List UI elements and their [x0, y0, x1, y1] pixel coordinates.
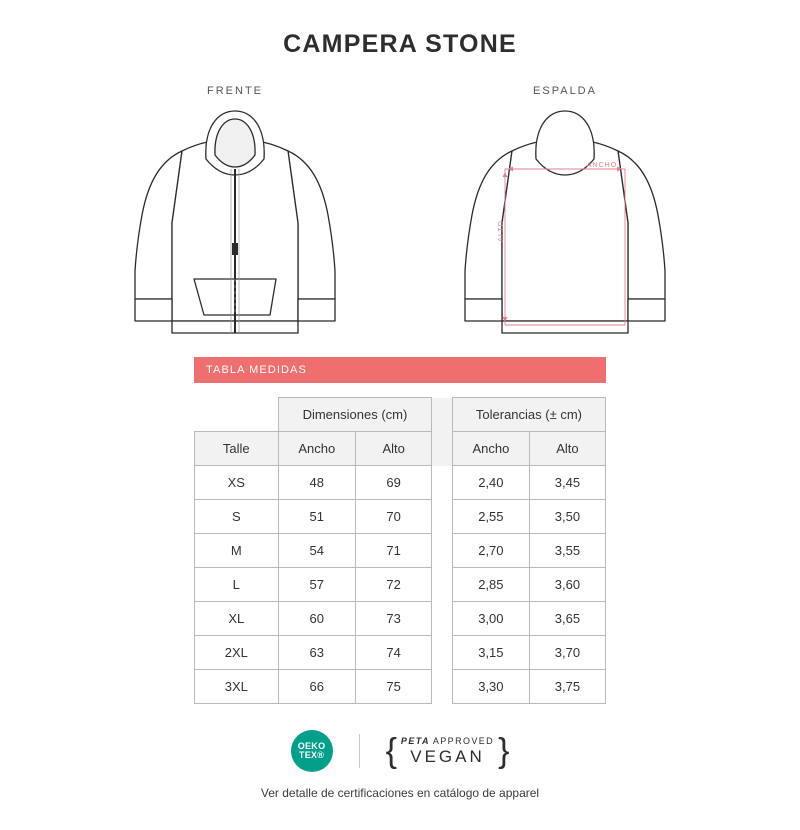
column-spacer — [432, 670, 453, 704]
column-spacer — [432, 432, 453, 466]
cell-tolerancia-alto: 3,70 — [529, 636, 605, 670]
cell-ancho: 57 — [278, 568, 355, 602]
footer-note: Ver detalle de certificaciones en catálogo de apparel — [260, 786, 540, 800]
certifications-footer — [0, 730, 800, 800]
table-row — [195, 534, 606, 568]
column-spacer — [432, 568, 453, 602]
cell-ancho: 63 — [278, 636, 355, 670]
oeko-tex-line2: TEX® — [298, 750, 325, 760]
cell-tolerancia-alto: 3,75 — [529, 670, 605, 704]
peta-approved-line — [401, 736, 494, 746]
oeko-tex-line1: OEKO — [297, 740, 326, 751]
peta-vegan-badge — [386, 734, 510, 768]
cell-tolerancia-alto: 3,60 — [529, 568, 605, 602]
cell-tolerancia-alto: 3,65 — [529, 602, 605, 636]
column-header-ancho: Ancho — [278, 432, 355, 466]
empty-corner-cell — [195, 398, 279, 432]
cell-tolerancia-ancho: 3,15 — [452, 636, 529, 670]
badge-divider — [359, 734, 360, 768]
table-row — [195, 500, 606, 534]
vegan-text-block — [397, 736, 498, 767]
measurements-table — [194, 397, 606, 704]
table-row — [195, 568, 606, 602]
front-view-label: FRENTE — [207, 85, 263, 97]
cell-talle: XS — [195, 466, 279, 500]
cell-tolerancia-ancho: 2,70 — [452, 534, 529, 568]
cell-talle: 2XL — [195, 636, 279, 670]
cell-alto: 71 — [355, 534, 431, 568]
column-header-tolerancia-ancho: Ancho — [452, 432, 529, 466]
tabla-medidas-banner: TABLA MEDIDAS — [194, 357, 606, 383]
cell-tolerancia-ancho: 3,30 — [452, 670, 529, 704]
table-header-row — [195, 432, 606, 466]
cell-alto: 75 — [355, 670, 431, 704]
cell-alto: 69 — [355, 466, 431, 500]
cell-ancho: 48 — [278, 466, 355, 500]
brace-right: } — [498, 732, 510, 770]
column-spacer — [432, 534, 453, 568]
cell-alto: 73 — [355, 602, 431, 636]
cell-tolerancia-alto: 3,45 — [529, 466, 605, 500]
cell-talle: L — [195, 568, 279, 602]
alto-annotation-back: ALTO — [498, 220, 505, 242]
cell-ancho: 51 — [278, 500, 355, 534]
cell-talle: XL — [195, 602, 279, 636]
cell-tolerancia-alto: 3,55 — [529, 534, 605, 568]
ancho-annotation-back: ANCHO — [586, 162, 618, 169]
column-spacer — [432, 636, 453, 670]
table-row — [195, 466, 606, 500]
back-view-illustration — [445, 103, 685, 343]
cell-ancho: 60 — [278, 602, 355, 636]
cell-ancho: 66 — [278, 670, 355, 704]
group-header-tolerancias: Tolerancias (± cm) — [452, 398, 605, 432]
measurements-table-body — [195, 466, 606, 704]
table-row — [195, 670, 606, 704]
cell-talle: S — [195, 500, 279, 534]
column-spacer — [432, 602, 453, 636]
cell-tolerancia-ancho: 2,40 — [452, 466, 529, 500]
cell-talle: 3XL — [195, 670, 279, 704]
table-row — [195, 636, 606, 670]
group-header-dimensiones: Dimensiones (cm) — [278, 398, 432, 432]
vegan-label: VEGAN — [410, 746, 485, 766]
column-spacer — [432, 500, 453, 534]
oeko-tex-badge — [291, 730, 333, 772]
table-group-header-row — [195, 398, 606, 432]
page-title: CAMPERA STONE — [283, 30, 517, 58]
cell-ancho: 54 — [278, 534, 355, 568]
cell-tolerancia-ancho: 3,00 — [452, 602, 529, 636]
column-header-alto: Alto — [355, 432, 431, 466]
column-spacer — [432, 398, 453, 432]
column-header-talle: Talle — [195, 432, 279, 466]
cell-tolerancia-ancho: 2,85 — [452, 568, 529, 602]
approved-label: APPROVED — [432, 735, 495, 746]
column-spacer — [432, 466, 453, 500]
cell-alto: 72 — [355, 568, 431, 602]
cell-alto: 74 — [355, 636, 431, 670]
size-chart-page — [0, 30, 800, 830]
certification-badges — [0, 730, 800, 772]
cell-tolerancia-alto: 3,50 — [529, 500, 605, 534]
cell-talle: M — [195, 534, 279, 568]
garment-views — [0, 85, 800, 343]
column-header-tolerancia-alto: Alto — [529, 432, 605, 466]
front-view-illustration — [115, 103, 355, 343]
measurements-section — [194, 357, 606, 704]
table-row — [195, 602, 606, 636]
front-view — [115, 85, 355, 343]
peta-label: PETA — [400, 735, 430, 746]
brace-left: { — [385, 732, 397, 770]
back-view — [445, 85, 685, 343]
back-view-label: ESPALDA — [533, 85, 597, 97]
cell-alto: 70 — [355, 500, 431, 534]
cell-tolerancia-ancho: 2,55 — [452, 500, 529, 534]
